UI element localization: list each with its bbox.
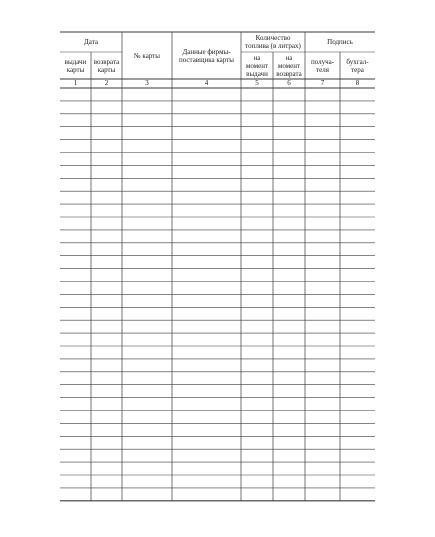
column-number-3: 3 — [145, 79, 149, 87]
column-number-5: 5 — [255, 79, 259, 87]
column-number-2: 2 — [104, 79, 109, 87]
header-fuel-at-return: на момент возврата — [276, 53, 302, 78]
header-fuel-group: Количество топлива (в литрах) — [245, 34, 301, 50]
header-card-number: № карты — [133, 51, 160, 60]
header-sig-accountant: бухгал- тера — [346, 57, 369, 74]
header-sig-recipient: получа- теля — [310, 57, 335, 74]
ledger-grid — [60, 32, 375, 504]
header-fuel-at-issue: на момент выдачи — [245, 53, 269, 78]
header-date-group: Дата — [84, 38, 98, 46]
header-signature-group: Подпись — [327, 38, 353, 46]
column-number-4: 4 — [204, 79, 209, 87]
fuel-card-ledger-form — [60, 32, 375, 504]
header-return-date: возврата карты — [93, 57, 120, 74]
column-number-6: 6 — [287, 79, 291, 87]
column-number-7: 7 — [320, 79, 325, 87]
column-number-1: 1 — [73, 79, 78, 87]
header-supplier: Данные фирмы- поставщика карты — [179, 47, 234, 64]
header-issue-date: выдачи карты — [64, 57, 87, 74]
column-number-8: 8 — [355, 79, 360, 87]
